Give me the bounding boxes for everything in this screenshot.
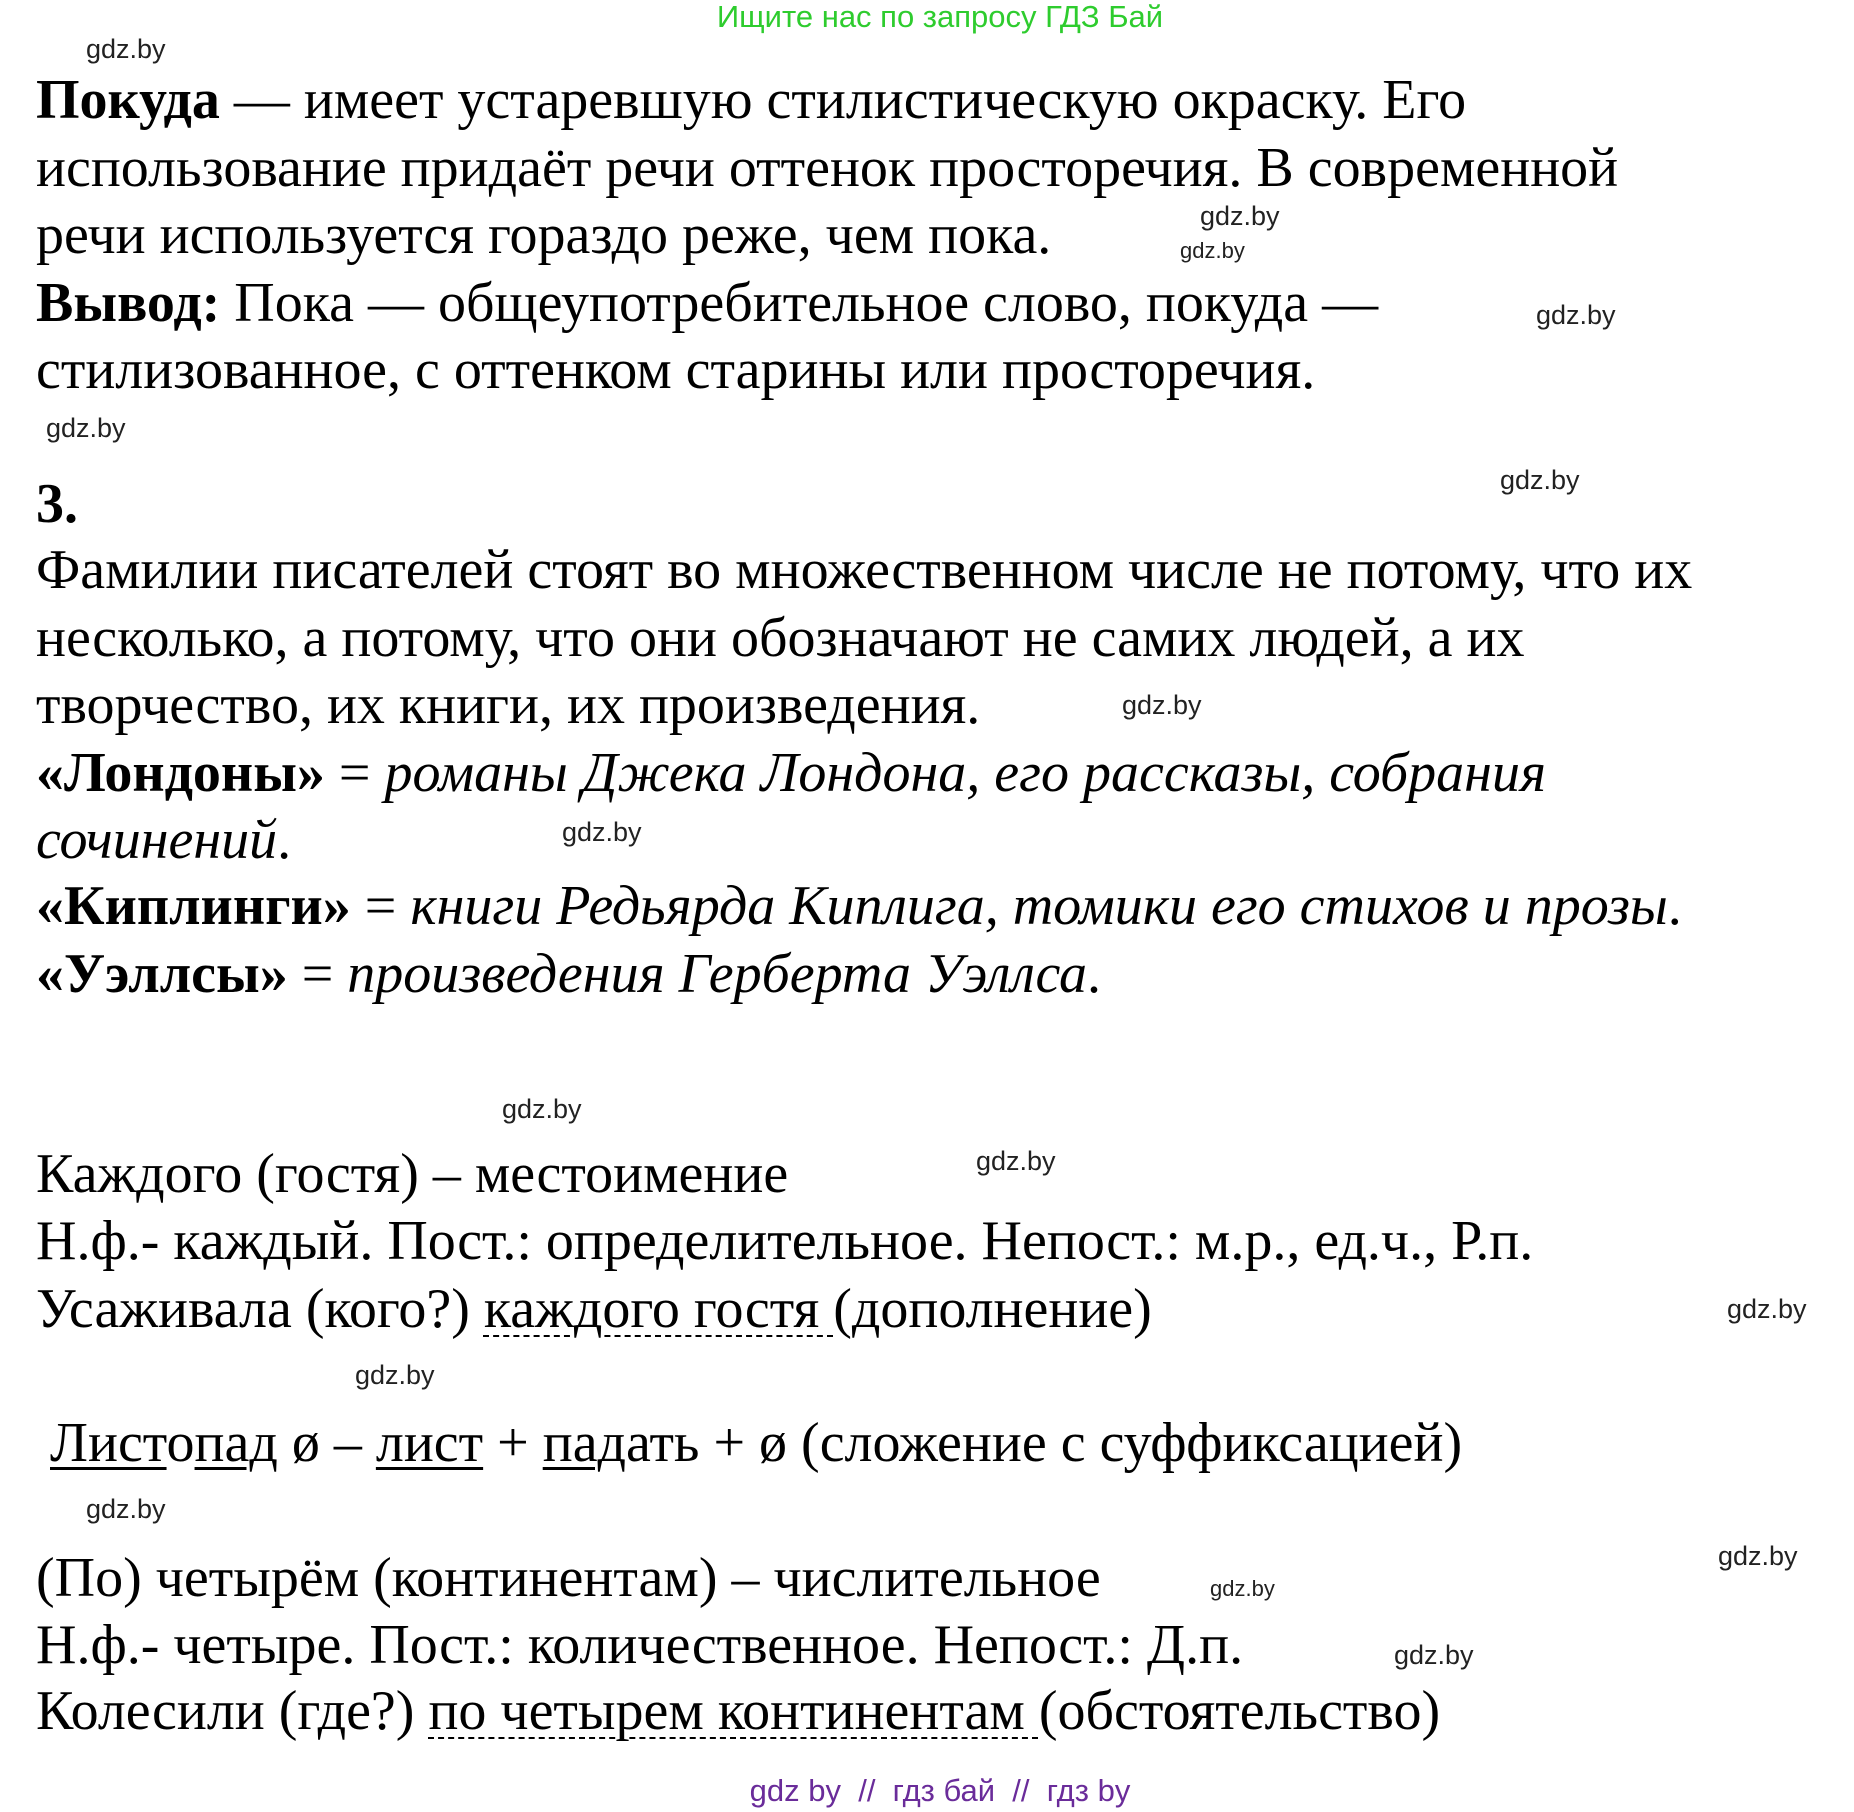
text-line: использование придаёт речи оттенок просторечия. В современной bbox=[36, 137, 1619, 199]
root: лист bbox=[375, 1412, 484, 1474]
term: «Уэллсы» bbox=[36, 943, 288, 1005]
text: Колесили (где?) bbox=[36, 1680, 429, 1742]
watermark: gdz.by bbox=[1122, 690, 1202, 720]
text: (обстоятельство) bbox=[1038, 1680, 1441, 1742]
watermark: gdz.by bbox=[502, 1094, 582, 1124]
text: — имеет устаревшую стилистическую окраску. Его bbox=[219, 69, 1467, 131]
definition: книги Редьярда Киплига, томики его стихов и прозы bbox=[410, 875, 1668, 937]
text: + ø (сложение с суффиксацией) bbox=[699, 1412, 1463, 1474]
text: ø – bbox=[277, 1412, 376, 1474]
period: . bbox=[277, 809, 292, 871]
conclusion-label: Вывод: bbox=[36, 272, 221, 334]
watermark: gdz.by bbox=[86, 1494, 166, 1524]
morpheme-line bbox=[50, 1409, 1462, 1477]
period: . bbox=[1086, 943, 1101, 1005]
watermark: gdz.by bbox=[1200, 201, 1280, 231]
text: (дополнение) bbox=[833, 1278, 1152, 1340]
text-line: Н.ф.- каждый. Пост.: определительное. Непост.: м.р., ед.ч., Р.п. bbox=[36, 1210, 1534, 1272]
watermark: gdz.by bbox=[562, 817, 642, 847]
section-number: 3. bbox=[36, 473, 78, 535]
text: + bbox=[483, 1412, 543, 1474]
text-line: творчество, их книги, их произведения. bbox=[36, 674, 981, 736]
text-line: стилизованное, с оттенком старины или просторечия. bbox=[36, 339, 1316, 401]
definition: сочинений bbox=[36, 809, 278, 871]
text-line: Каждого (гостя) – местоимение bbox=[36, 1143, 789, 1205]
equals: = bbox=[287, 943, 348, 1005]
text-line: Фамилии писателей стоят во множественном числе не потому, что их bbox=[36, 539, 1693, 601]
root: Лист bbox=[50, 1412, 167, 1474]
root: пад bbox=[542, 1412, 627, 1474]
watermark: gdz.by bbox=[1394, 1640, 1474, 1670]
watermark: gdz.by bbox=[355, 1360, 435, 1390]
text-line: несколько, а потому, что они обозначают не самих людей, а их bbox=[36, 607, 1525, 669]
watermark: gdz.by bbox=[1536, 300, 1616, 330]
footer-links[interactable]: gdz by // гдз бай // гдз by bbox=[749, 1773, 1131, 1808]
header-banner[interactable]: Ищите нас по запросу ГДЗ Бай bbox=[716, 0, 1164, 34]
text: Усаживала (кого?) bbox=[36, 1278, 484, 1340]
watermark: gdz.by bbox=[1180, 238, 1245, 263]
watermark: gdz.by bbox=[976, 1146, 1056, 1176]
definition-london bbox=[36, 739, 1546, 807]
term-bold: Покуда bbox=[36, 69, 220, 131]
watermark: gdz.by bbox=[1718, 1541, 1798, 1571]
text-line: Н.ф.- четыре. Пост.: количественное. Непост.: Д.п. bbox=[36, 1614, 1244, 1676]
definition-kipling bbox=[36, 872, 1682, 940]
definition-wells bbox=[36, 940, 1101, 1008]
conclusion-line bbox=[36, 269, 1378, 337]
root: пад bbox=[194, 1412, 278, 1474]
text-line: (По) четырём (континентам) – числительное bbox=[36, 1547, 1101, 1609]
equals: = bbox=[350, 875, 411, 937]
syntax-line bbox=[36, 1275, 1152, 1343]
term: «Киплинги» bbox=[36, 875, 351, 937]
syntax-line bbox=[36, 1677, 1440, 1745]
object-underlined: каждого гостя bbox=[483, 1278, 834, 1340]
watermark: gdz.by bbox=[1727, 1294, 1807, 1324]
term: «Лондоны» bbox=[36, 742, 325, 804]
definition: произведения Герберта Уэллса bbox=[347, 943, 1087, 1005]
equals: = bbox=[324, 742, 385, 804]
definition: романы Джека Лондона, его рассказы, собрания bbox=[384, 742, 1546, 804]
watermark: gdz.by bbox=[46, 413, 126, 443]
text-line bbox=[36, 66, 1466, 134]
period: . bbox=[1667, 875, 1682, 937]
connector: о bbox=[166, 1412, 195, 1474]
watermark: gdz.by bbox=[86, 34, 166, 64]
definition-london-cont bbox=[36, 806, 291, 874]
text-line: речи используется гораздо реже, чем пока. bbox=[36, 204, 1052, 266]
watermark: gdz.by bbox=[1500, 465, 1580, 495]
text: Пока — общеупотребительное слово, покуда — bbox=[220, 272, 1379, 334]
watermark: gdz.by bbox=[1210, 1576, 1275, 1601]
text: ать bbox=[626, 1412, 700, 1474]
adverbial-underlined: по четырем континентам bbox=[428, 1680, 1039, 1742]
